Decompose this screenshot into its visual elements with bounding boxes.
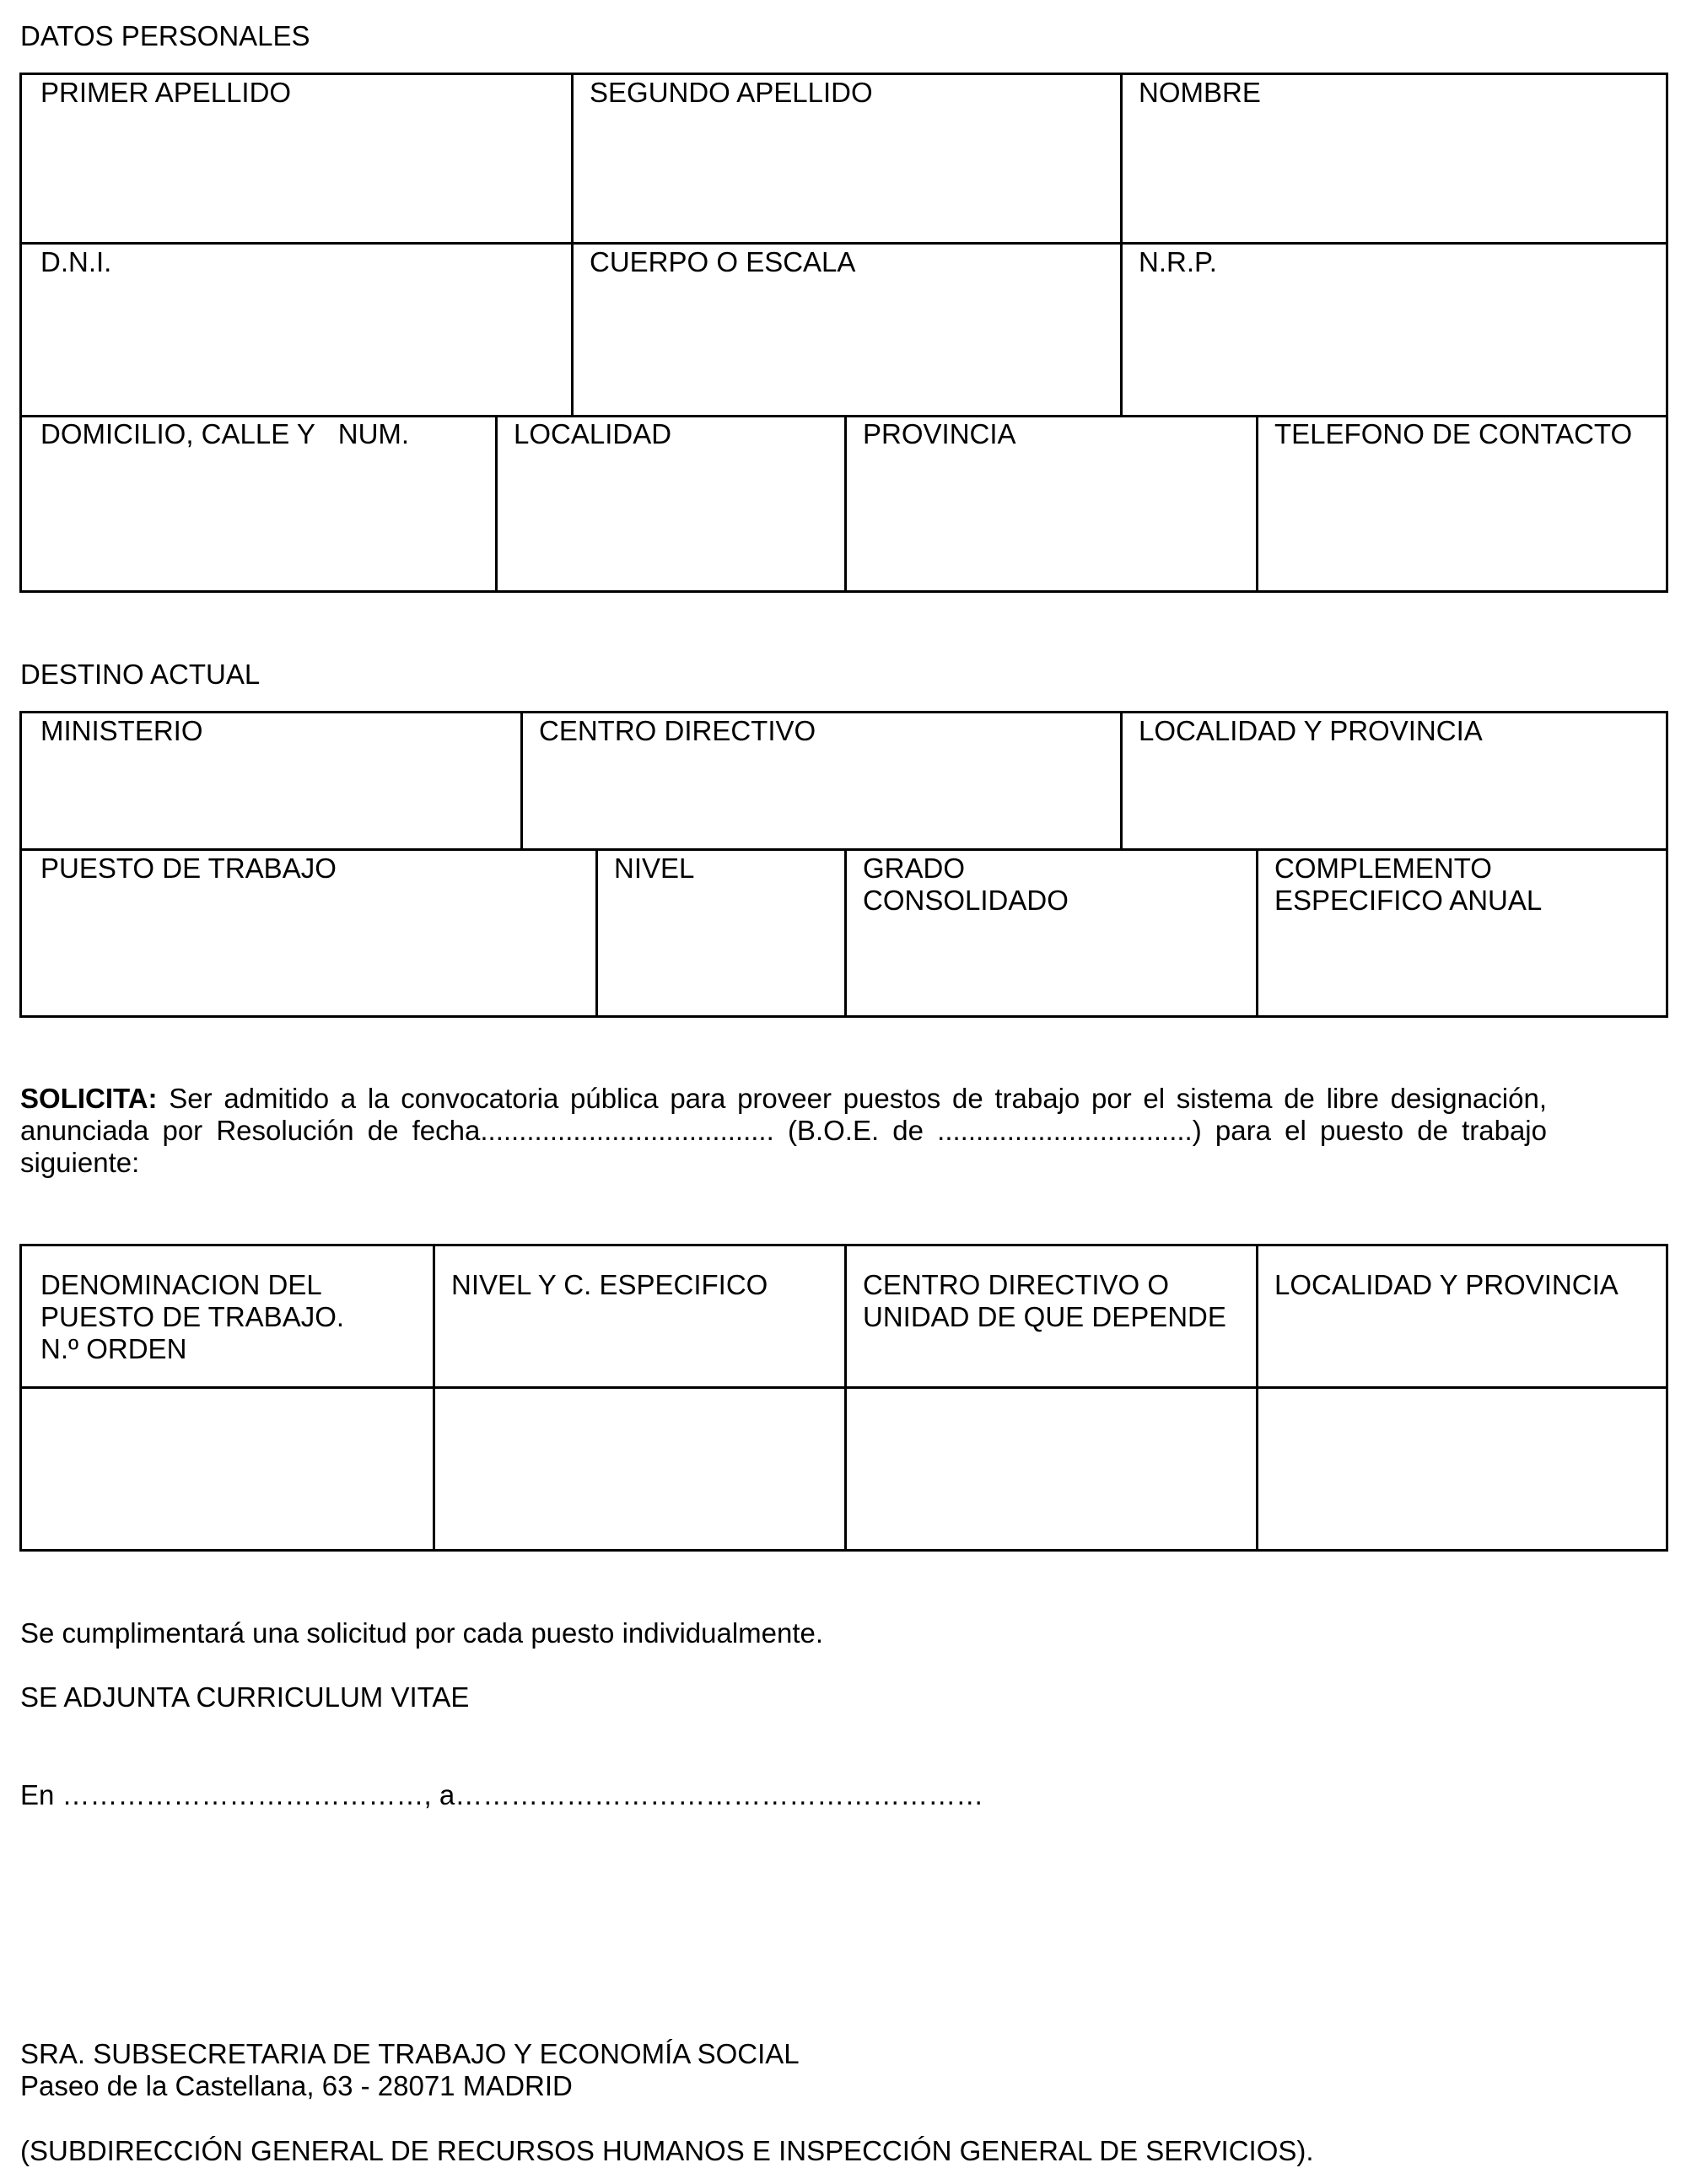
input-nivel-especifico[interactable] (435, 1389, 844, 1552)
field-cuerpo-escala[interactable]: CUERPO O ESCALA (590, 246, 856, 277)
field-localidad-provincia[interactable]: LOCALIDAD Y PROVINCIA (1139, 715, 1483, 746)
header-denominacion: DENOMINACION DEL PUESTO DE TRABAJO. N.º ORDEN (40, 1269, 345, 1364)
field-telefono[interactable]: TELEFONO DE CONTACTO (1274, 418, 1633, 449)
solicita-label: SOLICITA: (20, 1083, 158, 1114)
recipient-line: SRA. SUBSECRETARIA DE TRABAJO Y ECONOMÍA SOCIAL (20, 2038, 800, 2069)
header-localidad-provincia: LOCALIDAD Y PROVINCIA (1274, 1269, 1619, 1300)
header-nivel-especifico: NIVEL Y C. ESPECIFICO (451, 1269, 768, 1300)
field-centro-directivo[interactable]: CENTRO DIRECTIVO (539, 715, 816, 746)
field-segundo-apellido[interactable]: SEGUNDO APELLIDO (590, 77, 873, 108)
solicita-paragraph (20, 1083, 1547, 1179)
col-divider (571, 75, 574, 415)
col-divider (844, 415, 847, 593)
field-localidad[interactable]: LOCALIDAD (514, 418, 672, 449)
datos-personales-table (19, 73, 1668, 593)
input-localidad-provincia[interactable] (1258, 1389, 1666, 1552)
field-domicilio[interactable]: DOMICILIO, CALLE Y NUM. (40, 418, 410, 449)
input-centro-directivo[interactable] (847, 1389, 1256, 1552)
field-grado-consolidado[interactable]: GRADO CONSOLIDADO (863, 853, 1069, 916)
col-divider (495, 415, 498, 593)
input-denominacion[interactable] (22, 1389, 433, 1552)
field-complemento-especifico[interactable]: COMPLEMENTO ESPECIFICO ANUAL (1274, 853, 1543, 916)
address-line: Paseo de la Castellana, 63 - 28071 MADRID (20, 2070, 573, 2101)
section-heading-destino-actual: DESTINO ACTUAL (20, 659, 261, 690)
row-divider (22, 242, 1666, 245)
field-primer-apellido[interactable]: PRIMER APELLIDO (40, 77, 292, 108)
field-ministerio[interactable]: MINISTERIO (40, 715, 203, 746)
solicita-text: Ser admitido a la convocatoria pública para proveer puestos de trabajo por el sistema de libre designación, anunciada por Resolución de fecha...................................... (B.O.E. de .................................) para el puesto de trabajo siguiente: (20, 1083, 1547, 1178)
puesto-solicitado-table (19, 1244, 1668, 1552)
field-nombre[interactable]: NOMBRE (1139, 77, 1261, 108)
field-puesto-trabajo[interactable]: PUESTO DE TRABAJO (40, 853, 337, 884)
col-divider (1120, 75, 1123, 415)
col-divider (595, 848, 598, 1018)
field-dni[interactable]: D.N.I. (40, 246, 112, 277)
destino-actual-table (19, 711, 1668, 1018)
note-curriculum: SE ADJUNTA CURRICULUM VITAE (20, 1681, 470, 1713)
col-divider (1120, 713, 1123, 848)
header-centro-directivo: CENTRO DIRECTIVO O UNIDAD DE QUE DEPENDE (863, 1269, 1226, 1332)
col-divider (1256, 415, 1258, 593)
field-nivel[interactable]: NIVEL (614, 853, 695, 884)
col-divider (520, 713, 523, 848)
place-date-line[interactable]: En …………………………………, a………………………………………………… (20, 1779, 984, 1810)
field-nrp[interactable]: N.R.P. (1139, 246, 1217, 277)
department-line: (SUBDIRECCIÓN GENERAL DE RECURSOS HUMANOS E INSPECCIÓN GENERAL DE SERVICIOS). (20, 2135, 1314, 2166)
note-una-solicitud: Se cumplimentará una solicitud por cada puesto individualmente. (20, 1617, 824, 1649)
field-provincia[interactable]: PROVINCIA (863, 418, 1016, 449)
col-divider (844, 848, 847, 1018)
col-divider (1256, 848, 1258, 1018)
section-heading-datos-personales: DATOS PERSONALES (20, 20, 310, 51)
